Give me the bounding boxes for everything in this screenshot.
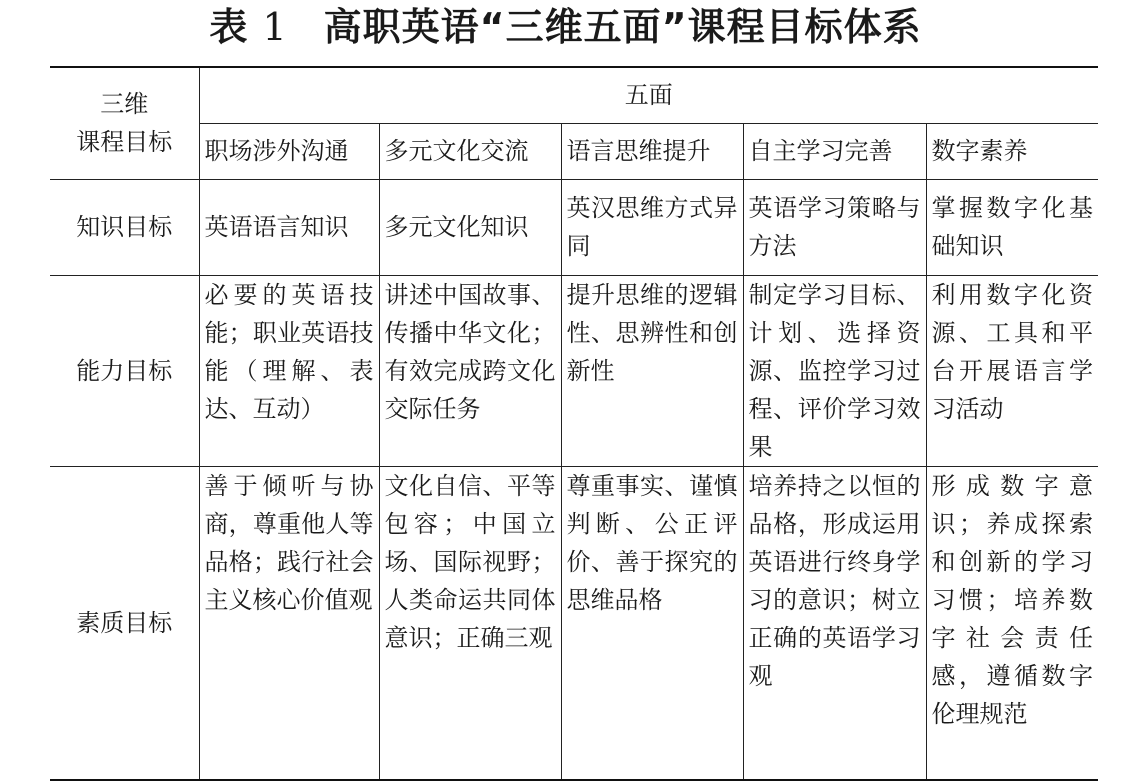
- table-row-knowledge: [50, 179, 1098, 275]
- row-label: 素质目标: [50, 466, 199, 780]
- table-row-ability: [50, 275, 1098, 466]
- column-header: 自主学习完善: [743, 123, 926, 179]
- column-header: 数字素养: [926, 123, 1098, 179]
- table-row-quality: [50, 466, 1098, 780]
- table-header-row-columns: [50, 123, 1098, 179]
- table-header-row-group: [50, 67, 1098, 123]
- table-cell: 尊重事实、谨慎判断、公正评价、善于探究的思维品格: [561, 466, 743, 780]
- table-cell: 提升思维的逻辑性、思辨性和创新性: [561, 275, 743, 466]
- table-cell: 文化自信、平等包容；中国立场、国际视野；人类命运共同体意识；正确三观: [379, 466, 561, 780]
- table-cell: 必要的英语技能；职业英语技能（理解、表达、互动）: [199, 275, 379, 466]
- corner-header-top: 三维: [100, 90, 149, 119]
- table-cell: 讲述中国故事、传播中华文化；有效完成跨文化交际任务: [379, 275, 561, 466]
- table-title: [0, 2, 1131, 52]
- table-title-text: 高职英语“三维五面”课程目标体系: [323, 5, 922, 49]
- curriculum-goal-table: [50, 66, 1098, 781]
- row-label: 知识目标: [50, 179, 199, 275]
- table-cell: 英语学习策略与方法: [743, 179, 926, 275]
- table-cell: 制定学习目标、计划、选择资源、监控学习过程、评价学习效果: [743, 275, 926, 466]
- table-cell: 多元文化知识: [379, 179, 561, 275]
- group-header-cell: 五面: [199, 67, 1098, 123]
- corner-header-cell: [50, 67, 199, 179]
- table-cell: 英语语言知识: [199, 179, 379, 275]
- table-cell: 掌握数字化基础知识: [926, 179, 1098, 275]
- table-cell: 善于倾听与协商，尊重他人等品格；践行社会主义核心价值观: [199, 466, 379, 780]
- table-cell: 利用数字化资源、工具和平台开展语言学习活动: [926, 275, 1098, 466]
- table-cell: 英汉思维方式异同: [561, 179, 743, 275]
- corner-header-bottom: 课程目标: [76, 128, 173, 157]
- column-header: 职场涉外沟通: [199, 123, 379, 179]
- table-title-number: 1: [262, 5, 288, 49]
- table-cell: 培养持之以恒的品格，形成运用英语进行终身学习的意识；树立正确的英语学习观: [743, 466, 926, 780]
- column-header: 多元文化交流: [379, 123, 561, 179]
- column-header: 语言思维提升: [561, 123, 743, 179]
- row-label: 能力目标: [50, 275, 199, 466]
- table-title-prefix: 表: [209, 5, 249, 49]
- table-cell: 形成数字意识；养成探索和创新的学习习惯；培养数字社会责任感，遵循数字伦理规范: [926, 466, 1098, 780]
